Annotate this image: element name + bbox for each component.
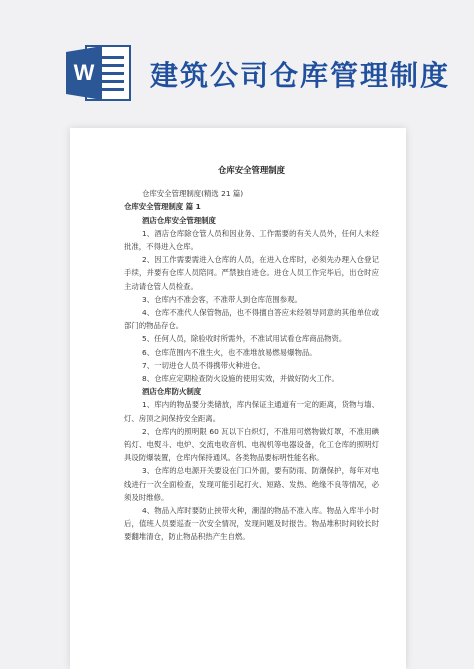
paragraph: 5、任何人员，除验收时所需外，不准试用试看仓库商品物资。 bbox=[142, 334, 347, 344]
hotel-safety-heading: 酒店仓库安全管理制度 bbox=[142, 215, 216, 225]
document-title: 仓库安全管理制度 bbox=[218, 165, 285, 175]
paragraph: 8、仓库应定期检查防火设施的使用实效，并做好防火工作。 bbox=[142, 374, 339, 384]
paragraph: 6、仓库范围内不准生火，也不准堆放易燃易爆物品。 bbox=[142, 347, 317, 357]
banner bbox=[0, 0, 474, 140]
section-heading: 仓库安全管理制度 篇 1 bbox=[124, 202, 201, 212]
paragraph: 3、仓库内不准会客，不准带人到仓库范围参观。 bbox=[142, 294, 302, 304]
paragraph: 4、物品入库时要防止挟带火种，潮湿的物品不准入库。物品入库半小时后，值班人员要巡查一次安全情况，发现问题及时报告。物品堆积时间较长时要翻堆清仓，防止物品积热产生自燃。 bbox=[124, 506, 379, 542]
paragraph: 7、一切进仓人员不得携带火种进仓。 bbox=[142, 360, 265, 370]
paragraph: 1、酒店仓库除仓管人员和因业务、工作需要的有关人员外，任何人未经批准，不得进入仓库。 bbox=[124, 228, 379, 252]
banner-title: 建筑公司仓库管理制度 bbox=[150, 59, 451, 92]
paragraph: 2、因工作需要需进入仓库的人员，在进入仓库时，必须先办理入仓登记手续，并要有仓库人员陪同。严禁独自进仓。进仓人员工作完毕后，出仓时应主动请仓管人员检查。 bbox=[124, 255, 379, 291]
document-body bbox=[124, 164, 379, 544]
document-subtitle: 仓库安全管理制度(精选 21 篇) bbox=[142, 189, 244, 199]
svg-text:W: W bbox=[73, 60, 95, 85]
paragraph: 4、仓库不准代人保管物品，也不得擅自答应未经领导同意的其他单位或部门的物品存仓。 bbox=[124, 308, 379, 331]
word-icon bbox=[64, 42, 132, 104]
paragraph: 3、仓库的总电源开关要设在门口外面，要有防雨、防潮保护，每年对电线进行一次全面检查，发现可能引起打火、短路、发热、绝缘不良等情况，必须及时维修。 bbox=[124, 466, 379, 502]
document-page bbox=[70, 128, 406, 669]
paragraph: 1、库内的物品要分类储放，库内保证主通道有一定的距离，货物与墙、灯、房顶之间保持安全距离。 bbox=[124, 400, 379, 423]
paragraph: 2、仓库内的照明限 60 瓦以下白炽灯，不准用可燃物做灯罩，不准用碘钨灯、电熨斗、电炉、交流电收音机、电视机等电器设备，化工仓库的照明灯具设防爆装置，仓库内保持通风。各类物品要标明性能名称。 bbox=[124, 426, 379, 463]
fire-prevention-heading: 酒店仓库防火制度 bbox=[142, 387, 202, 397]
